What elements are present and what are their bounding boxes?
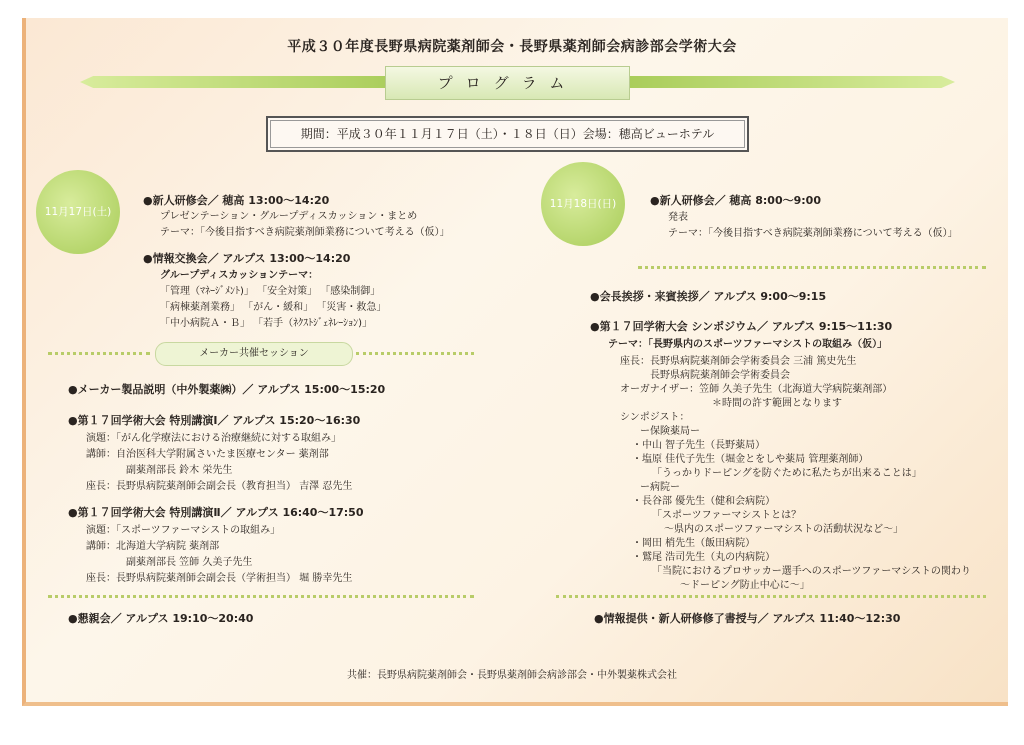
day2-session-c-line: ・岡田 梢先生（飯田病院） (632, 538, 756, 549)
day1-session-e-line: 座長：長野県病院薬剤師会副会長（学術担当） 堀 勝幸先生 (86, 573, 353, 584)
day2-session-c-line: ・長谷部 優先生（健和会病院） (632, 496, 776, 507)
day1-session-b-line: 「管理（ﾏﾈｰｼﾞﾒﾝﾄ)」 「安全対策」 「感染制御」 (160, 286, 381, 297)
dotted-divider (638, 266, 986, 269)
day2-session-c-line: 〜ドーピング防止中心に〜」 (680, 580, 810, 591)
day2-session-c-line: ー保険薬局ー (640, 426, 700, 437)
day2-session-c-theme: テーマ：「長野県内のスポーツファーマシストの取組み（仮）」 (608, 339, 888, 350)
day1-session-e-line: 講師：北海道大学病院 薬剤部 (86, 541, 220, 552)
period-box: 期間：平成３０年１１月１７日（土）・１８日（日）会場：穂高ビューホテル (266, 116, 749, 152)
day2-session-c-line: ・塩原 佳代子先生（堀金とをしや薬局 管理薬剤師） (632, 454, 869, 465)
day2-session-c-line: シンポジスト： (620, 412, 690, 423)
footer-cosponsors: 共催：長野県病院薬剤師会・長野県薬剤師会病診部会・中外製薬株式会社 (347, 670, 677, 681)
day2-session-b-heading: ●会長挨拶・来賓挨拶／ アルプス 9:00〜9:15 (590, 290, 827, 303)
day2-date-badge: 11月18日(日) (541, 162, 625, 246)
day2-session-c-line: 「うっかりドーピングを防ぐために私たちが出来ることは」 (652, 468, 922, 479)
day2-session-c-line: オーガナイザー：笠師 久美子先生（北海道大学病院薬剤部） (620, 384, 893, 395)
day1-session-b-subheading: グループディスカッションテーマ： (160, 270, 319, 281)
day1-date-badge: 11月17日(土) (36, 170, 120, 254)
ribbon-left-decoration (80, 76, 410, 88)
day2-session-c-line: 〜県内のスポーツファーマシストの活動状況など〜」 (664, 524, 904, 535)
day1-session-b-line: 「中小病院Ａ・Ｂ」 「若手（ﾈｸｽﾄｼﾞｪﾈﾚｰｼｮﾝ)」 (160, 318, 373, 329)
day2-session-c-heading: ●第１７回学術大会 シンポジウム／ アルプス 9:15〜11:30 (590, 320, 893, 333)
day2-session-d-heading: ●情報提供・新人研修修了書授与／ アルプス 11:40〜12:30 (594, 612, 901, 625)
ribbon-right-decoration (615, 76, 955, 88)
day1-session-d-line: 講師：自治医科大学附属さいたま医療センター 薬剤部 (86, 449, 329, 460)
day1-session-d-line: 演題：「がん化学療法における治療継続に対する取組み」 (86, 433, 341, 444)
day2-session-a-line: 発表 (668, 212, 688, 223)
day2-session-c-line: ー病院ー (640, 482, 680, 493)
day2-session-c-line: 座長：長野県病院薬剤師会学術委員会 三浦 篤史先生 (620, 356, 857, 367)
day2-session-a-line: テーマ：「今後目指すべき病院薬剤師業務について考える（仮）」 (668, 228, 958, 239)
day1-session-a-line: テーマ：「今後目指すべき病院薬剤師業務について考える（仮）」 (160, 227, 450, 238)
dotted-divider (48, 595, 474, 598)
day2-session-c-line: ＊時間の許す範囲となります (712, 398, 842, 409)
dotted-divider (356, 352, 474, 355)
day1-session-e-heading: ●第１７回学術大会 特別講演Ⅱ／ アルプス 16:40〜17:50 (68, 506, 364, 519)
day1-session-f-heading: ●懇親会／ アルプス 19:10〜20:40 (68, 612, 254, 625)
day2-session-c-line: ・中山 智子先生（長野薬局） (632, 440, 766, 451)
day2-session-c-line: ・鷲尾 浩司先生（丸の内病院） (632, 552, 776, 563)
day2-session-c-line: 「当院におけるプロサッカー選手へのスポーツファーマシストの関わり (652, 566, 971, 577)
day1-session-d-line: 座長：長野県病院薬剤師会副会長（教育担当） 吉澤 忍先生 (86, 481, 353, 492)
day2-session-a-heading: ●新人研修会／ 穂高 8:00〜9:00 (650, 194, 821, 207)
day1-session-c-heading: ●メーカー製品説明（中外製薬㈱）／ アルプス 15:00〜15:20 (68, 383, 386, 396)
program-banner: プログラム (385, 66, 630, 100)
day1-session-e-line: 演題：「スポーツファーマシストの取組み」 (86, 525, 281, 536)
day2-session-c-line: 長野県病院薬剤師会学術委員会 (650, 370, 790, 381)
day1-session-d-line: 副薬剤部長 鈴木 栄先生 (126, 465, 233, 476)
sponsor-session-pill: メーカー共催セッション (155, 342, 353, 366)
dotted-divider (556, 595, 986, 598)
day1-session-e-line: 副薬剤部長 笠師 久美子先生 (126, 557, 253, 568)
day1-session-b-heading: ●情報交換会／ アルプス 13:00〜14:20 (143, 252, 351, 265)
day1-session-d-heading: ●第１７回学術大会 特別講演Ⅰ／ アルプス 15:20〜16:30 (68, 414, 361, 427)
day1-session-b-line: 「病棟薬剤業務」 「がん・緩和」 「災害・救急」 (160, 302, 387, 313)
day1-session-a-heading: ●新人研修会／ 穂高 13:00〜14:20 (143, 194, 330, 207)
event-title: 平成３０年度長野県病院薬剤師会・長野県薬剤師会病診部会学術大会 (287, 39, 737, 55)
day1-session-a-line: プレゼンテーション・グループディスカッション・まとめ (160, 211, 418, 222)
day2-session-c-line: 「スポーツファーマシストとは？ (652, 510, 802, 521)
dotted-divider (48, 352, 150, 355)
